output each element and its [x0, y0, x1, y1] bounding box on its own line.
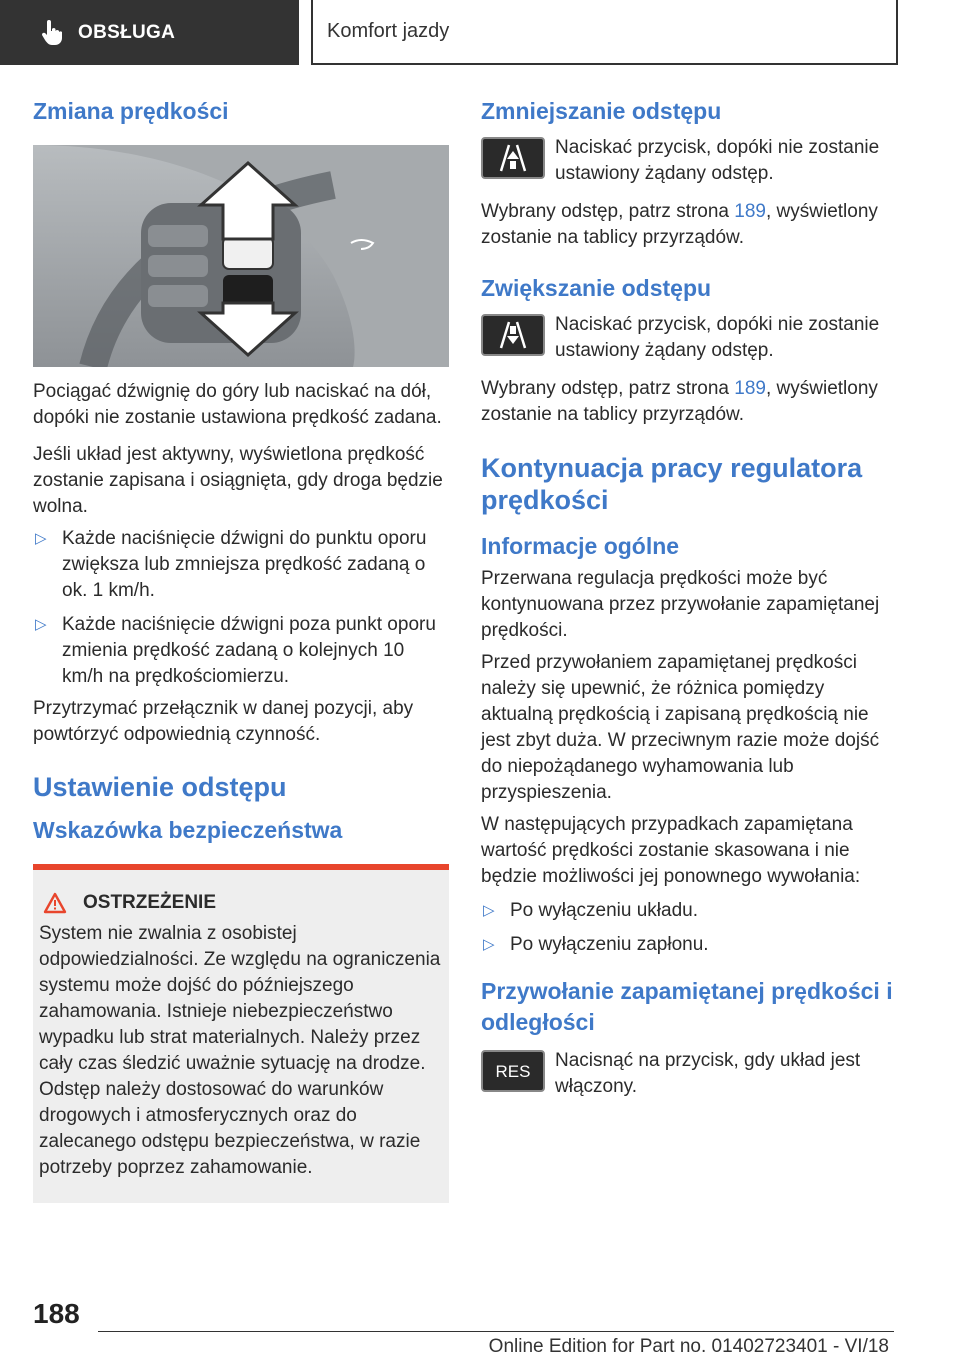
decrease-instruction-row — [481, 135, 895, 187]
warning-box — [33, 864, 449, 1203]
paragraph-hold-switch: Przytrzymać przełącznik w danej pozycji, aby powtórzyć odpowiednią czynność. — [33, 698, 414, 746]
edition-info: Online Edition for Part no. 01402723401 - VI/18 — [488, 1336, 889, 1357]
page-reference-link[interactable]: 189 — [734, 378, 766, 400]
warning-triangle-icon — [43, 892, 67, 914]
text-segment: Wybrany odstęp, patrz strona — [481, 378, 735, 400]
text-segment: Wybrany odstęp, patrz strona — [481, 201, 735, 223]
paragraph-decrease-display — [481, 199, 895, 251]
triangle-bullet-icon: ▷ — [483, 901, 495, 919]
right-column — [481, 96, 895, 1100]
triangle-bullet-icon: ▷ — [35, 530, 47, 548]
footer-divider — [98, 1331, 894, 1332]
list-item-text: Po wyłączeniu układu. — [510, 899, 698, 921]
increase-instruction: Naciskać przycisk, dopóki nie zostanie ustawiony żądany odstęp. — [555, 314, 880, 362]
list-item-text: Każde naciśnięcie dźwigni do punktu oporu zwiększa lub zmniejsza prędkość zadaną o ok. 1 km/h. — [62, 528, 427, 602]
paragraph-lever-instruction: Pociągać dźwignię do góry lub naciskać na dół, dopóki nie zostanie ustawiona prędkość zadana. — [33, 381, 442, 429]
res-instruction: Nacisnąć na przycisk, gdy układ jest włączony. — [555, 1050, 861, 1098]
bullet-list-deletion — [481, 898, 895, 958]
increase-instruction-row — [481, 312, 895, 364]
warning-title: OSTRZEŻENIE — [83, 892, 217, 914]
res-instruction-row — [481, 1048, 895, 1100]
heading-resume-cruise: Kontynuacja pracy regulatora prędkości — [481, 453, 863, 516]
page-number: 188 — [33, 1298, 80, 1329]
list-item — [33, 612, 449, 690]
triangle-bullet-icon: ▷ — [35, 616, 47, 634]
heading-distance-setting: Ustawienie odstępu — [33, 772, 287, 803]
list-item — [481, 898, 895, 924]
heading-general-info: Informacje ogólne — [481, 532, 680, 559]
distance-decrease-button-icon — [481, 137, 545, 179]
list-item-text: Każde naciśnięcie dźwigni poza punkt oporu zmienia prędkość zadaną o kolejnych 10 km/h na prędkościomierzu. — [62, 614, 436, 688]
chapter-header — [311, 0, 898, 65]
text-segment: , wyświetlony zostanie na tablicy przyrządów. — [481, 201, 878, 249]
paragraph-increase-display — [481, 376, 895, 428]
heading-increase-distance: Zwiększanie odstępu — [481, 275, 712, 302]
list-item — [481, 932, 895, 958]
steering-wheel-lever-photo — [33, 145, 449, 367]
warning-text: System nie zwalnia z osobistej odpowiedzialności. Ze względu na ograniczenia systemu może dojść do późniejszego zahamowania. Istnieje niebezpieczeństwo wypadku lub strat materialnych. Należy przez cały czas śledzić uważnie sytuację na drodze. Odstęp należy dostosować do warunków drogowych i atmosferycznych oraz do zalecanego odstępu bezpieczeństwa, w razie potrzeby poprzez zahamowanie. — [39, 923, 441, 1179]
paragraph-difference-warning: Przed przywołaniem zapamiętanej prędkości należy się upewnić, że różnica pomiędzy aktualną prędkością i zapisaną prędkością nie jest zbyt duża. W przeciwnym razie może dojść do niepożądanego wyhamowania lub przyspieszenia. — [481, 651, 880, 803]
heading-decrease-distance: Zmniejszanie odstępu — [481, 98, 722, 124]
res-button-label: RES — [495, 1062, 531, 1082]
left-column — [33, 96, 449, 1203]
distance-increase-button-icon — [481, 314, 545, 356]
bullet-list-speed-steps — [33, 526, 449, 690]
res-button-icon — [481, 1050, 545, 1092]
text-segment: , wyświetlony zostanie na tablicy przyrządów. — [481, 378, 878, 426]
chapter-title: Komfort jazdy — [327, 20, 450, 42]
list-item — [33, 526, 449, 604]
list-item-text: Po wyłączeniu zapłonu. — [510, 933, 709, 955]
paragraph-deletion-cases: W następujących przypadkach zapamiętana wartość prędkości zostanie skasowana i nie będzie możliwości jej ponownego wywołania: — [481, 813, 861, 887]
triangle-bullet-icon: ▷ — [483, 935, 495, 953]
heading-safety-note: Wskazówka bezpieczeństwa — [33, 817, 343, 844]
paragraph-active-system: Jeśli układ jest aktywny, wyświetlona prędkość zostanie zapisana i osiągnięta, gdy droga będzie wolna. — [33, 444, 443, 518]
section-tab — [0, 0, 299, 65]
heading-speed-change: Zmiana prędkości — [33, 98, 229, 124]
decrease-instruction: Naciskać przycisk, dopóki nie zostanie ustawiony żądany odstęp. — [555, 137, 880, 185]
section-label: OBSŁUGA — [78, 21, 176, 43]
warning-header — [43, 892, 441, 914]
heading-recall-speed-distance: Przywołanie zapamiętanej prędkości i odległości — [481, 977, 893, 1035]
page-reference-link[interactable]: 189 — [734, 201, 766, 223]
paragraph-resume-info: Przerwana regulacja prędkości może być kontynuowana przez przywołanie zapamiętanej prędkości. — [481, 567, 880, 641]
hand-pointer-icon — [38, 20, 64, 46]
